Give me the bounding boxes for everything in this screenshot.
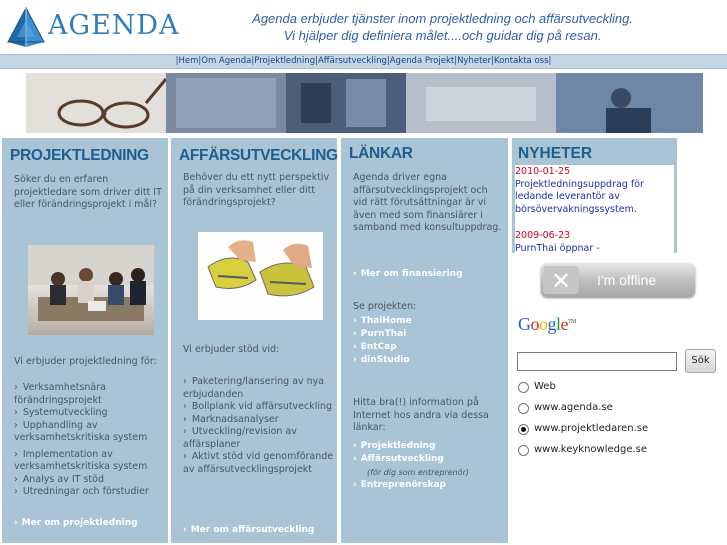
google-tm: TM bbox=[568, 319, 577, 325]
banner-collage-icon bbox=[26, 73, 703, 133]
list-item-text: Marknadsanalyser bbox=[191, 413, 279, 425]
project-link-purnthai[interactable] bbox=[353, 328, 412, 341]
arrow-icon: › bbox=[14, 382, 18, 393]
arrow-icon: › bbox=[353, 454, 357, 464]
list-item bbox=[14, 382, 164, 407]
list-item-text: Aktivt stöd vid genomförande av affärsutvecklingsprojekt bbox=[183, 451, 334, 475]
news-panel bbox=[512, 138, 677, 253]
google-logo bbox=[518, 314, 576, 335]
news-item-link[interactable]: PurnThai öppnar - bbox=[515, 242, 600, 253]
google-search-input[interactable] bbox=[517, 352, 677, 371]
list-item bbox=[183, 376, 335, 401]
nav-separator: | bbox=[198, 56, 202, 66]
project-link-dinstudio[interactable] bbox=[353, 354, 412, 367]
news-date: 2010-01-25 bbox=[515, 166, 571, 177]
google-logo-letter: g bbox=[547, 314, 556, 334]
header-banner-image bbox=[26, 73, 703, 133]
affarsutveckling-title[interactable]: AFFÄRSUTVECKLING bbox=[179, 147, 338, 164]
arrow-icon: › bbox=[14, 448, 18, 460]
affarsutveckling-list bbox=[183, 376, 335, 476]
lankar-intro: Agenda driver egna affärsutvecklingsprojekt och vid rätt förutsättningar är vi även med som finansiärer i samband med konsultuppdrag. bbox=[353, 172, 502, 233]
radio-label: www.projektledaren.se bbox=[534, 423, 649, 434]
google-logo-letter: o bbox=[530, 314, 539, 334]
list-item-text: Paketering/lansering av nya erbjudanden bbox=[183, 376, 325, 400]
list-item bbox=[14, 486, 164, 499]
nav-separator: | bbox=[251, 56, 255, 66]
news-date: 2009-06-23 bbox=[515, 230, 571, 241]
list-item-text: Bollplank vid affärsutveckling bbox=[191, 401, 333, 412]
nav-item-affarsutveckling[interactable]: Affärsutveckling bbox=[317, 56, 387, 66]
nav-separator: | bbox=[491, 56, 495, 66]
projects-list bbox=[353, 315, 412, 367]
meeting-photo-icon bbox=[28, 245, 154, 335]
google-logo-letter: o bbox=[539, 314, 548, 334]
lankar-column bbox=[341, 138, 508, 543]
nav-separator: | bbox=[548, 56, 552, 66]
arrow-icon: › bbox=[353, 480, 357, 490]
arrow-icon: › bbox=[14, 518, 18, 528]
list-item bbox=[183, 426, 335, 451]
radio-button[interactable] bbox=[518, 424, 529, 435]
google-logo-letter: G bbox=[518, 314, 531, 334]
google-logo-letter: l bbox=[556, 314, 561, 334]
list-item bbox=[14, 420, 164, 445]
project-link-entcap[interactable] bbox=[353, 341, 412, 354]
projektledning-list bbox=[14, 382, 164, 499]
google-logo-text bbox=[518, 314, 568, 334]
list-item-text: Implementation av verksamhetskritiska system bbox=[14, 448, 148, 472]
radio-label: www.agenda.se bbox=[534, 402, 613, 413]
radio-label: Web bbox=[534, 381, 556, 392]
arrow-icon: › bbox=[353, 355, 357, 365]
list-item-text: Utredningar och förstudier bbox=[22, 486, 149, 497]
arrow-icon: › bbox=[353, 342, 357, 352]
arrow-icon: › bbox=[14, 486, 18, 497]
list-item bbox=[14, 474, 164, 487]
list-item bbox=[183, 414, 335, 427]
radio-button[interactable] bbox=[518, 403, 529, 414]
affarsutveckling-column bbox=[171, 138, 337, 543]
arrow-icon: › bbox=[183, 451, 187, 462]
list-item bbox=[14, 449, 164, 474]
main-nav bbox=[0, 54, 727, 69]
nav-separator: | bbox=[315, 56, 318, 66]
nav-item-kontakta-oss[interactable]: Kontakta oss bbox=[494, 56, 549, 66]
projektledning-column bbox=[2, 138, 168, 543]
nav-item-agenda-projekt[interactable]: Agenda Projekt bbox=[389, 56, 455, 66]
external-links-list bbox=[353, 440, 469, 492]
nav-separator: | bbox=[454, 56, 458, 66]
nav-separator: | bbox=[175, 56, 179, 66]
chat-status-label: I'm offline bbox=[597, 272, 657, 288]
external-link-label: Projektledning bbox=[360, 441, 436, 451]
more-affarsutveckling-link[interactable] bbox=[183, 525, 314, 535]
list-item-text: Upphandling av verksamhetskritiska system bbox=[14, 419, 148, 443]
arrow-icon: › bbox=[14, 473, 18, 485]
radio-button[interactable] bbox=[518, 382, 529, 393]
more-finansiering-label: Mer om finansiering bbox=[360, 269, 463, 279]
chat-status-button[interactable] bbox=[541, 263, 695, 297]
running-shoes-icon bbox=[198, 232, 323, 320]
project-link-label: dinStudio bbox=[360, 355, 410, 365]
list-item bbox=[183, 451, 335, 476]
arrow-icon: › bbox=[14, 407, 18, 418]
more-projektledning-label: Mer om projektledning bbox=[21, 518, 138, 528]
info-heading: Hitta bra(!) information på Internet hos andra via dessa länkar: bbox=[353, 397, 489, 433]
list-item-text: Verksamhetsnära förändringsprojekt bbox=[14, 382, 106, 406]
google-logo-letter: e bbox=[560, 314, 569, 334]
arrow-icon: › bbox=[353, 329, 357, 339]
arrow-icon: › bbox=[183, 525, 187, 535]
nav-item-om-agenda[interactable]: Om Agenda bbox=[201, 56, 252, 66]
arrow-icon: › bbox=[353, 269, 357, 279]
more-finansiering-link[interactable] bbox=[353, 269, 463, 279]
projektledning-title[interactable]: PROJEKTLEDNING bbox=[10, 147, 149, 164]
news-item-link[interactable]: Projektledningsuppdrag för ledande leverantör av börsövervakningssystem. bbox=[515, 178, 644, 215]
links-note: (för dig som entreprenör) bbox=[367, 468, 469, 477]
more-projektledning-link[interactable] bbox=[14, 518, 138, 528]
projektledning-intro: Söker du en erfaren projektledare som driver ditt IT eller förändringsprojekt i mål? bbox=[14, 174, 162, 210]
project-link-label: PurnThai bbox=[360, 329, 407, 339]
external-link-label: Affärsutveckling bbox=[360, 454, 444, 464]
pyramid-logo-icon bbox=[6, 6, 46, 48]
project-link-label: EntCap bbox=[360, 342, 397, 352]
arrow-icon: › bbox=[183, 401, 187, 412]
external-link-projektledning[interactable] bbox=[353, 440, 469, 453]
nav-item-projektledning[interactable]: Projektledning bbox=[254, 56, 316, 66]
projects-heading: Se projekten: bbox=[353, 301, 417, 312]
tagline-line-1: Agenda erbjuder tjänster inom projektledning och affärsutveckling. bbox=[252, 11, 633, 26]
meeting-photo bbox=[28, 245, 154, 335]
list-item bbox=[14, 407, 164, 420]
project-link-thaihome[interactable] bbox=[353, 315, 412, 328]
arrow-icon: › bbox=[183, 426, 187, 437]
radio-button[interactable] bbox=[518, 445, 529, 456]
google-search-button[interactable]: Sök bbox=[685, 349, 716, 373]
projektledning-offer: Vi erbjuder projektledning för: bbox=[14, 356, 157, 367]
news-list bbox=[515, 166, 671, 253]
arrow-icon: › bbox=[353, 316, 357, 326]
news-scroll-area[interactable] bbox=[515, 165, 674, 253]
arrow-icon: › bbox=[183, 413, 187, 425]
news-title[interactable]: NYHETER bbox=[518, 145, 593, 162]
more-affarsutveckling-label: Mer om affärsutveckling bbox=[190, 525, 315, 535]
affarsutveckling-intro: Behöver du ett nytt perspektiv på din verksamhet eller ditt förändringsprojekt? bbox=[183, 172, 330, 208]
arrow-icon: › bbox=[353, 441, 357, 451]
external-link-entreprenorskap[interactable] bbox=[353, 479, 469, 492]
lankar-title[interactable]: LÄNKAR bbox=[349, 145, 413, 162]
tagline bbox=[252, 10, 633, 44]
logo-text: AGENDA bbox=[48, 10, 180, 41]
agenda-logo[interactable] bbox=[6, 6, 180, 48]
nav-separator: | bbox=[386, 56, 390, 66]
nav-item-nyheter[interactable]: Nyheter bbox=[457, 56, 492, 66]
nav-item-hem[interactable]: Hem bbox=[178, 56, 199, 66]
list-item bbox=[183, 401, 335, 414]
external-link-label: Entreprenörskap bbox=[360, 480, 446, 490]
tagline-line-2: Vi hjälper dig definiera målet....och guidar dig på resan. bbox=[283, 28, 602, 43]
list-item-text: Systemutveckling bbox=[22, 407, 108, 418]
radio-label: www.keyknowledge.se bbox=[534, 444, 648, 455]
arrow-icon: › bbox=[183, 376, 187, 387]
project-link-label: ThaiHome bbox=[360, 316, 412, 326]
list-item-text: Analys av IT stöd bbox=[22, 473, 104, 485]
list-item-text: Utveckling/revision av affärsplaner bbox=[183, 426, 297, 450]
external-link-affarsutveckling[interactable] bbox=[353, 453, 469, 466]
arrow-icon: › bbox=[14, 419, 18, 431]
running-shoes-photo bbox=[198, 232, 323, 320]
affarsutveckling-offer: Vi erbjuder stöd vid: bbox=[183, 344, 280, 355]
close-x-icon: ✕ bbox=[543, 266, 579, 294]
